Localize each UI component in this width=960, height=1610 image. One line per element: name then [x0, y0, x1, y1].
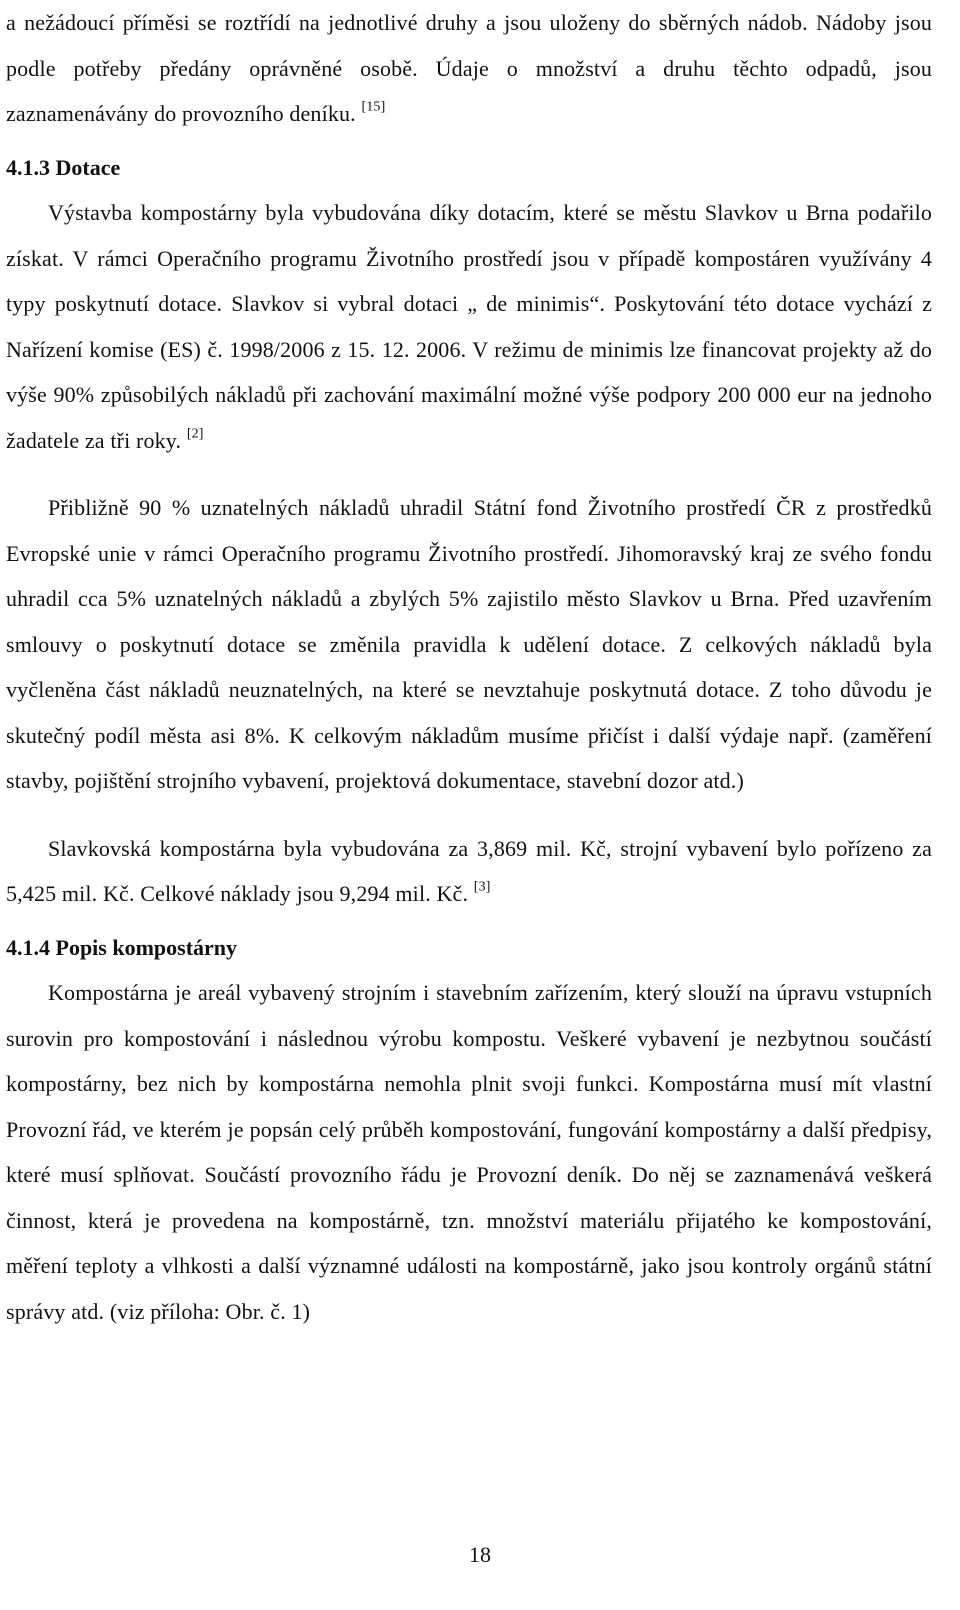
section-heading-dotace: 4.1.3 Dotace: [6, 154, 121, 180]
dotace-paragraph-3: [6, 826, 932, 917]
page-number: 18: [469, 1542, 491, 1567]
dotace-paragraph-2: Přibližně 90 % uznatelných nákladů uhradil Státní fond Životního prostředí ČR z prostředků Evropské unie v rámci Operačního programu Životního prostředí. Jihomoravský kraj ze svého fondu uhradil cca 5% uznatelných nákladů a zbylých 5% zajistilo město Slavkov u Brna. Před uzavřením smlouvy o poskytnutí dotace se změnila pravidla k udělení dotace. Z celkových nákladů byla vyčleněna část nákladů neuznatelných, na které se nevztahuje poskytnutá dotace. Z toho důvodu je skutečný podíl města asi 8%. K celkovým nákladům musíme přičíst i další výdaje např. (zaměření stavby, pojištění strojního vybavení, projektová dokumentace, stavební dozor atd.): [6, 495, 932, 793]
intro-paragraph-text: a nežádoucí příměsi se roztřídí na jednotlivé druhy a jsou uloženy do sběrných nádob. Nádoby jsou podle potřeby předány oprávněné osobě. Údaje o množství a druhu těchto odpadů, jsou zaznamenávány do provozního deníku.: [6, 10, 932, 126]
citation-3: [3]: [473, 879, 491, 895]
dotace-paragraph-1-text: Výstavba kompostárny byla vybudována díky dotacím, které se městu Slavkov u Brna podařilo získat. V rámci Operačního programu Životního prostředí jsou v případě kompostáren využívány 4 typy poskytnutí dotace. Slavkov si vybral dotaci „ de minimis“. Poskytování této dotace vychází z Nařízení komise (ES) č. 1998/2006 z 15. 12. 2006. V režimu de minimis lze financovat projekty až do výše 90% způsobilých nákladů při zachování maximální možné výše podpory 200 000 eur na jednoho žadatele za tři roky.: [6, 200, 932, 453]
citation-15: [15]: [361, 99, 386, 115]
citation-2: [2]: [186, 426, 204, 441]
section-heading-popis: 4.1.4 Popis kompostárny: [6, 934, 238, 960]
intro-paragraph: [6, 0, 932, 137]
dotace-paragraph-1: [6, 190, 932, 463]
popis-paragraph-1: Kompostárna je areál vybavený strojním i stavebním zařízením, který slouží na úpravu vstupních surovin pro kompostování i následnou výrobu kompostu. Veškeré vybavení je nezbytnou součástí kompostárny, bez nich by kompostárna nemohla plnit svoji funkci. Kompostárna musí mít vlastní Provozní řád, ve kterém je popsán celý průběh kompostování, fungování kompostárny a další předpisy, které musí splňovat. Součástí provozního řádu je Provozní deník. Do něj se zaznamenává veškerá činnost, která je provedena na kompostárně, tzn. množství materiálu přijatého ke kompostování, měření teploty a vlhkosti a další významné události na kompostárně, jako jsou kontroly orgánů státní správy atd. (viz příloha: Obr. č. 1): [6, 980, 932, 1324]
dotace-paragraph-3-text: Slavkovská kompostárna byla vybudována za 3,869 mil. Kč, strojní vybavení bylo pořízeno za 5,425 mil. Kč. Celkové náklady jsou 9,294 mil. Kč.: [6, 835, 932, 906]
page-content: [6, 0, 932, 1334]
